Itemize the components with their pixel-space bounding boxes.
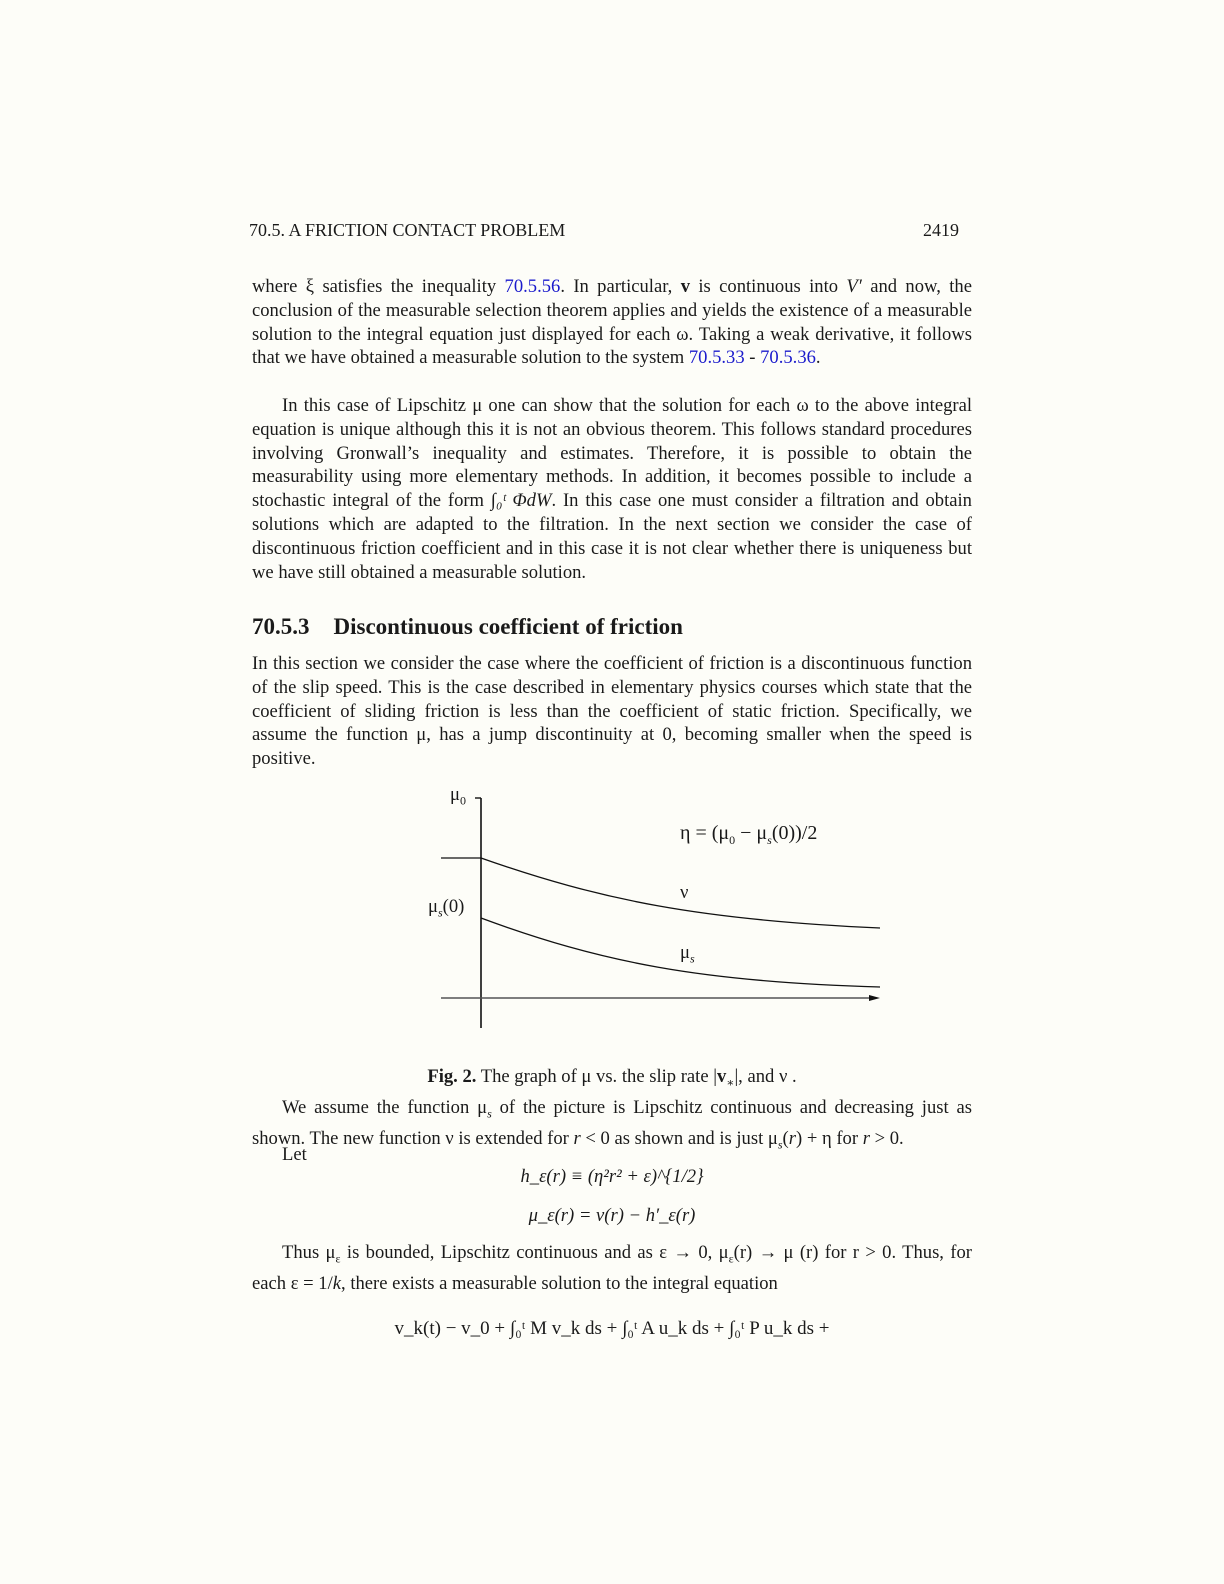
equation-integral: v_k(t) − v_0 + ∫₀ᵗ M v_k ds + ∫₀ᵗ A u_k ds + ∫₀ᵗ P u_k ds +: [394, 1318, 830, 1339]
text: is continuous into: [690, 276, 847, 297]
math-v: v: [716, 1066, 727, 1087]
equation-ref-link[interactable]: 70.5.56: [504, 276, 561, 297]
equation-h-epsilon: h_ε(r) ≡ (η²r² + ε)^{1/2}: [520, 1166, 704, 1187]
running-header-section: 70.5. A FRICTION CONTACT PROBLEM: [249, 220, 566, 240]
page-number: 2419: [923, 220, 959, 240]
text: . In this case one must consider a filtration and obtain solutions which are adapted to the filtration. In the next section we consider the case of discontinuous friction coefficient and in this case it is not clear whether there is uniqueness but we have still obtained a measurable solution.: [252, 490, 972, 583]
caption-label: Fig. 2.: [427, 1066, 477, 1087]
caption-text: |, and ν .: [734, 1066, 797, 1087]
text: where ξ satisfies the inequality: [252, 276, 505, 297]
label-nu: ν: [680, 882, 689, 903]
math-vprime: V′: [846, 276, 862, 297]
label-mus: $\mu_s$: [680, 942, 695, 966]
section-number: 70.5.3: [252, 614, 310, 639]
caption-text: The graph of μ vs. the slip rate |: [476, 1066, 717, 1087]
math-v: v: [680, 276, 690, 297]
equation-ref-link[interactable]: 70.5.36: [760, 347, 816, 369]
equation-mu-epsilon: μ_ε(r) = ν(r) − h′_ε(r): [528, 1205, 696, 1226]
paragraph-3: In this section we consider the case where the coefficient of friction is a discontinuous function of the slip speed. This is the case described in elementary physics courses which state that the coefficient of sliding friction is less than the coefficient of static friction. Specifically, we assume the function μ, has a jump discontinuity at 0, becoming smaller when the speed is positive.: [252, 653, 972, 770]
label-mus0: $\mu_s(0)$: [428, 896, 465, 920]
text: and now, the conclusion of the measurable selection theorem applies and yields the existence of a measurable solution to the integral equation just displayed for each ω. Taking a weak derivative, it follows that we have obtained a measurable solution to the system: [252, 276, 972, 369]
paragraph-4: We assume the function $\mu_s$ of the picture is Lipschitz continuous and decreasing just as shown. The new function ν is extended for r < 0 as shown and is just $\mu_s(r) + \eta$ for r > 0.: [252, 1097, 973, 1152]
text: In this case of Lipschitz μ one can show that the solution for each ω to the above integral equation is unique although this it is not an obvious theorem. This follows standard procedures involving Gronwall’s inequality and estimates. Therefore, it is possible to obtain the measurability using more elementary methods. In addition, it becomes possible to include a stochastic integral of the form: [252, 395, 972, 512]
x-axis-arrow-icon: [869, 995, 880, 1001]
text: .: [815, 347, 821, 369]
figure-caption: [0, 1066, 1224, 1091]
text: -: [744, 347, 761, 369]
section-title: Discontinuous coefficient of friction: [333, 614, 683, 639]
label-mu0: $\mu_0$: [450, 784, 466, 808]
math-star: ∗: [726, 1075, 735, 1090]
label-eta-definition: $\eta = (\mu_0 - \mu_s(0))/2$: [680, 822, 818, 847]
paragraph-5: Thus $\mu_\varepsilon$ is bounded, Lipschitz continuous and as ε → 0, $\mu_\varepsilon(r) \to \mu$ (r) for r > 0. Thus, for each ε = 1/k, there exists a measurable solution to the integral equation: [252, 1242, 972, 1294]
text: . In particular,: [560, 276, 681, 297]
let-text: Let: [282, 1144, 307, 1165]
equation-ref-link[interactable]: 70.5.33: [688, 347, 745, 369]
math-stochastic-integral: ∫₀ᵗ ΦdW: [490, 490, 552, 512]
